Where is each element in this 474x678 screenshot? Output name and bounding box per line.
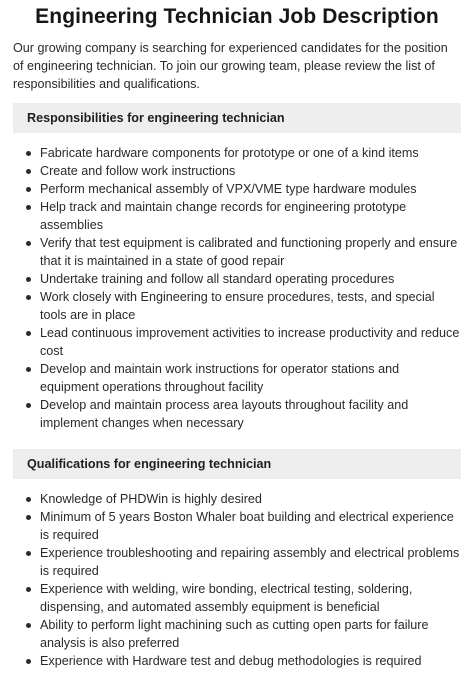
responsibilities-list [13, 144, 461, 432]
bullet-icon [26, 151, 31, 156]
bullet-icon [26, 241, 31, 246]
intro-paragraph: Our growing company is searching for experienced candidates for the position of engineering technician. To join our growing team, please review the list of responsibilities and qualifications. [13, 41, 448, 91]
list-item [40, 270, 461, 288]
bullet-icon [26, 277, 31, 282]
list-item [40, 234, 461, 270]
bullet-icon [26, 187, 31, 192]
bullet-icon [26, 403, 31, 408]
list-item-text: Help track and maintain change records for engineering prototype assemblies [40, 200, 407, 232]
qualifications-heading: Qualifications for engineering technician [13, 449, 461, 479]
bullet-icon [26, 169, 31, 174]
list-item-text: Develop and maintain work instructions for operator stations and equipment operations throughout facility [40, 362, 400, 394]
list-item-text: Work closely with Engineering to ensure procedures, tests, and special tools are in place [40, 290, 435, 322]
list-item-text: Verify that test equipment is calibrated and functioning properly and ensure that it is maintained in a state of good repair [40, 236, 458, 268]
list-item [40, 324, 461, 360]
list-item-text: Perform mechanical assembly of VPX/VME type hardware modules [40, 182, 417, 196]
list-item [40, 180, 461, 198]
list-item [40, 396, 461, 432]
list-item [40, 162, 461, 180]
bullet-icon [26, 205, 31, 210]
list-item [40, 144, 461, 162]
list-item-text: Experience troubleshooting and repairing assembly and electrical problems is required [40, 546, 460, 578]
bullet-icon [26, 587, 31, 592]
list-item [40, 360, 461, 396]
list-item-text: Minimum of 5 years Boston Whaler boat building and electrical experience is required [40, 510, 454, 542]
list-item [40, 508, 461, 544]
page-title: Engineering Technician Job Description [35, 5, 439, 28]
list-item-text: Ability to perform light machining such as cutting open parts for failure analysis is also preferred [40, 618, 429, 650]
bullet-icon [26, 497, 31, 502]
list-item-text: Experience with Hardware test and debug methodologies is required [40, 654, 422, 668]
list-item [40, 198, 461, 234]
list-item [40, 652, 461, 670]
bullet-icon [26, 367, 31, 372]
bullet-icon [26, 295, 31, 300]
bullet-icon [26, 623, 31, 628]
list-item-text: Lead continuous improvement activities to increase productivity and reduce cost [40, 326, 460, 358]
list-item-text: Fabricate hardware components for prototype or one of a kind items [40, 146, 419, 160]
bullet-icon [26, 659, 31, 664]
bullet-icon [26, 331, 31, 336]
list-item-text: Create and follow work instructions [40, 164, 236, 178]
list-item [40, 580, 461, 616]
list-item [40, 490, 461, 508]
list-item-text: Knowledge of PHDWin is highly desired [40, 492, 262, 506]
list-item [40, 544, 461, 580]
bullet-icon [26, 551, 31, 556]
list-item-text: Develop and maintain process area layouts throughout facility and implement changes when necessary [40, 398, 409, 430]
list-item [40, 288, 461, 324]
qualifications-list [13, 490, 461, 670]
responsibilities-heading: Responsibilities for engineering technician [13, 103, 461, 133]
list-item [40, 616, 461, 652]
list-item-text: Undertake training and follow all standard operating procedures [40, 272, 395, 286]
bullet-icon [26, 515, 31, 520]
list-item-text: Experience with welding, wire bonding, electrical testing, soldering, dispensing, and automated assembly equipment is beneficial [40, 582, 413, 614]
